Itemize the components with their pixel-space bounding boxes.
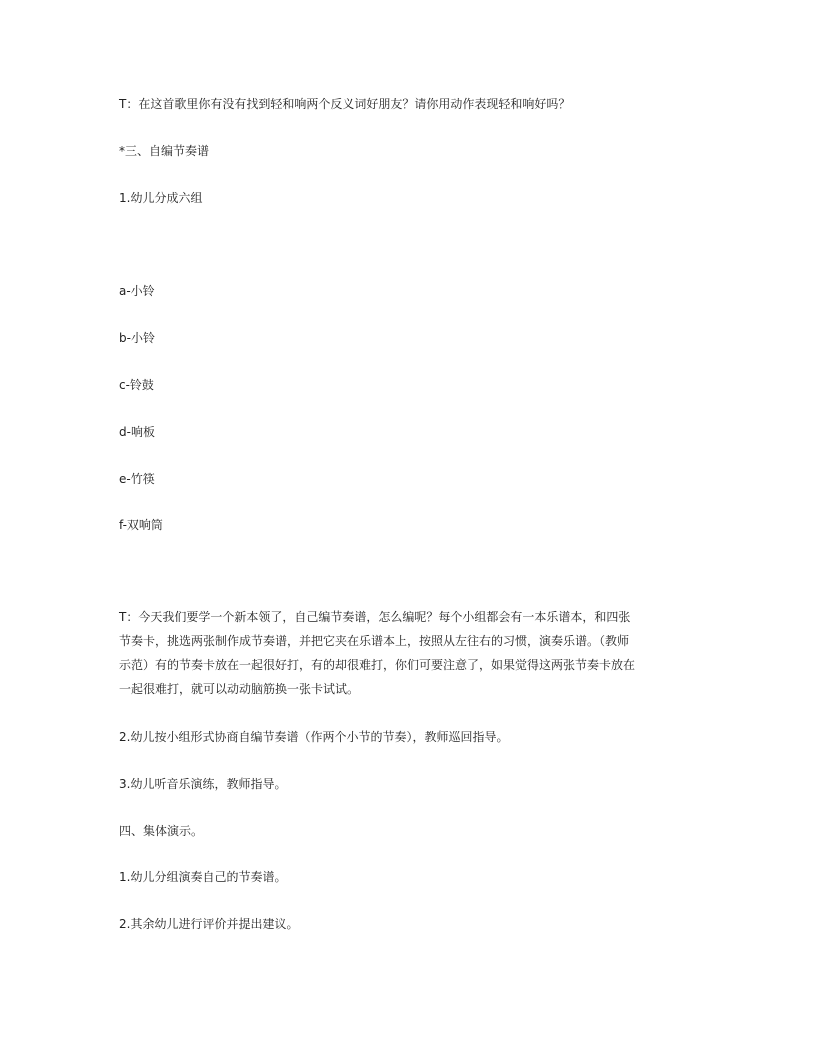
group-item-b: b-小铃 <box>119 331 155 345</box>
group-item-d: d-响板 <box>119 425 155 439</box>
teacher-instruction-line: 节奏卡，挑选两张制作成节奏谱，并把它夹在乐谱本上，按照从左往右的习惯，演奏乐谱。（教师 <box>119 634 630 648</box>
section-three-heading: *三、自编节奏谱 <box>119 144 210 158</box>
section-four-heading: 四、集体演示。 <box>119 824 204 838</box>
group-item-c: c-铃鼓 <box>119 378 154 392</box>
group-item-a: a-小铃 <box>119 284 155 298</box>
teacher-instruction-line: 一起很难打，就可以动动脑筋换一张卡试试。 <box>119 682 360 696</box>
teacher-instruction-paragraph <box>119 605 689 701</box>
group-item-f: f-双响筒 <box>119 518 163 532</box>
section-four-step-one: 1.幼儿分组演奏自己的节奏谱。 <box>119 870 287 884</box>
group-item-e: e-竹筷 <box>119 472 155 486</box>
teacher-instruction-line: 示范）有的节奏卡放在一起很好打，有的却很难打，你们可要注意了，如果觉得这两张节奏卡放在 <box>119 658 636 672</box>
teacher-instruction-line: T：今天我们要学一个新本领了，自己编节奏谱，怎么编呢？每个小组都会有一本乐谱本，和四张 <box>119 610 631 624</box>
teacher-question-paragraph: T：在这首歌里你有没有找到轻和响两个反义词好朋友？请你用动作表现轻和响好吗？ <box>119 97 571 111</box>
step-one-paragraph: 1.幼儿分成六组 <box>119 191 203 205</box>
step-two-paragraph: 2.幼儿按小组形式协商自编节奏谱（作两个小节的节奏），教师巡回指导。 <box>119 730 509 744</box>
step-three-paragraph: 3.幼儿听音乐演练，教师指导。 <box>119 777 287 791</box>
section-four-step-two: 2.其余幼儿进行评价并提出建议。 <box>119 917 299 931</box>
